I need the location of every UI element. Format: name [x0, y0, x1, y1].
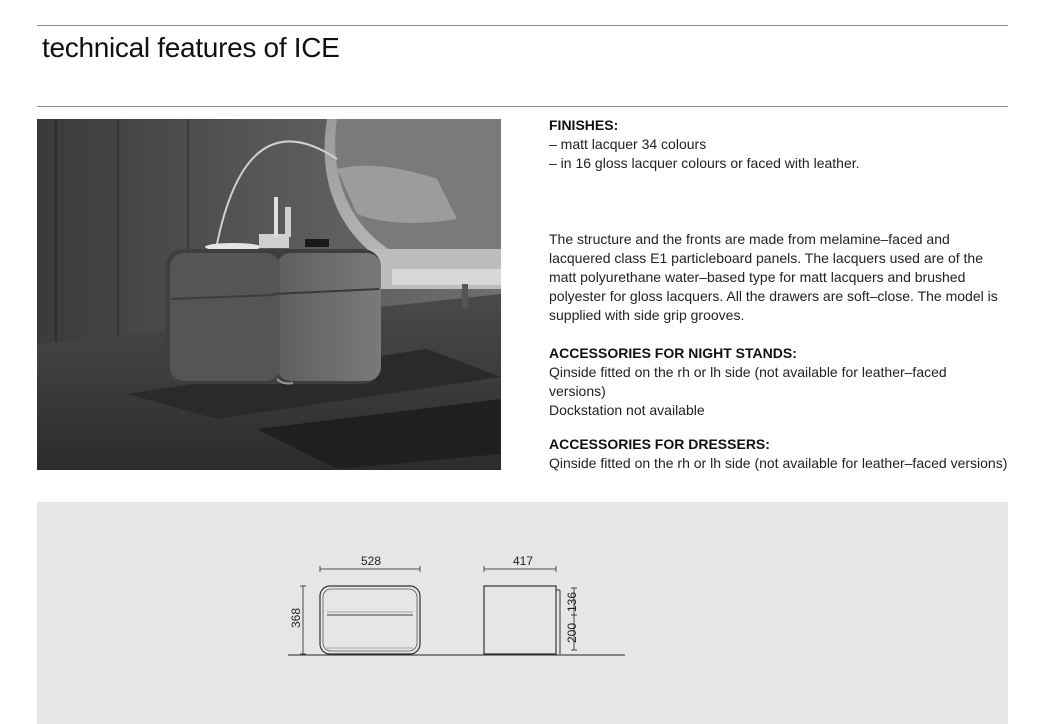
structure-line: lacquered class E1 particleboard panels. The lacquers used are of the	[549, 250, 984, 266]
dresser-accessory-line: Qinside fitted on the rh or lh side (not available for leather–faced versions)	[549, 455, 1008, 471]
product-photo	[37, 119, 501, 470]
structure-line: polyester for gloss lacquers. All the drawers are soft–close. The model is	[549, 288, 998, 304]
side-view	[484, 586, 560, 654]
night-stand-accessory-line: versions)	[549, 383, 606, 399]
height-dimension: 368	[289, 607, 303, 629]
drawer-bottom-dimension: 200	[565, 622, 579, 644]
top-rule	[37, 25, 1008, 26]
structure-line: supplied with side grip grooves.	[549, 307, 745, 323]
section-rule	[37, 106, 1008, 107]
night-stand-accessory-line: Dockstation not available	[549, 402, 705, 418]
dresser-accessories-heading: ACCESSORIES FOR DRESSERS:	[549, 436, 770, 452]
technical-drawing	[37, 502, 1008, 724]
width-dimension: 528	[360, 554, 382, 568]
features-text	[549, 116, 1009, 473]
finish-item: – in 16 gloss lacquer colours or faced with leather.	[549, 155, 860, 171]
finishes-heading: FINISHES:	[549, 117, 619, 133]
technical-drawing-panel	[37, 502, 1008, 724]
night-stand-accessory-line: Qinside fitted on the rh or lh side (not available for leather–faced	[549, 364, 947, 380]
page-title: technical features of ICE	[42, 32, 340, 63]
product-photo-image	[37, 119, 501, 470]
front-view	[320, 586, 420, 654]
structure-line: matt polyurethane water–based type for matt lacquers and brushed	[549, 269, 966, 285]
structure-line: The structure and the fronts are made from melamine–faced and	[549, 231, 950, 247]
night-stand-accessories-heading: ACCESSORIES FOR NIGHT STANDS:	[549, 345, 797, 361]
drawer-top-dimension: 136	[565, 591, 579, 613]
finish-item: – matt lacquer 34 colours	[549, 136, 707, 152]
depth-dimension: 417	[512, 554, 534, 568]
